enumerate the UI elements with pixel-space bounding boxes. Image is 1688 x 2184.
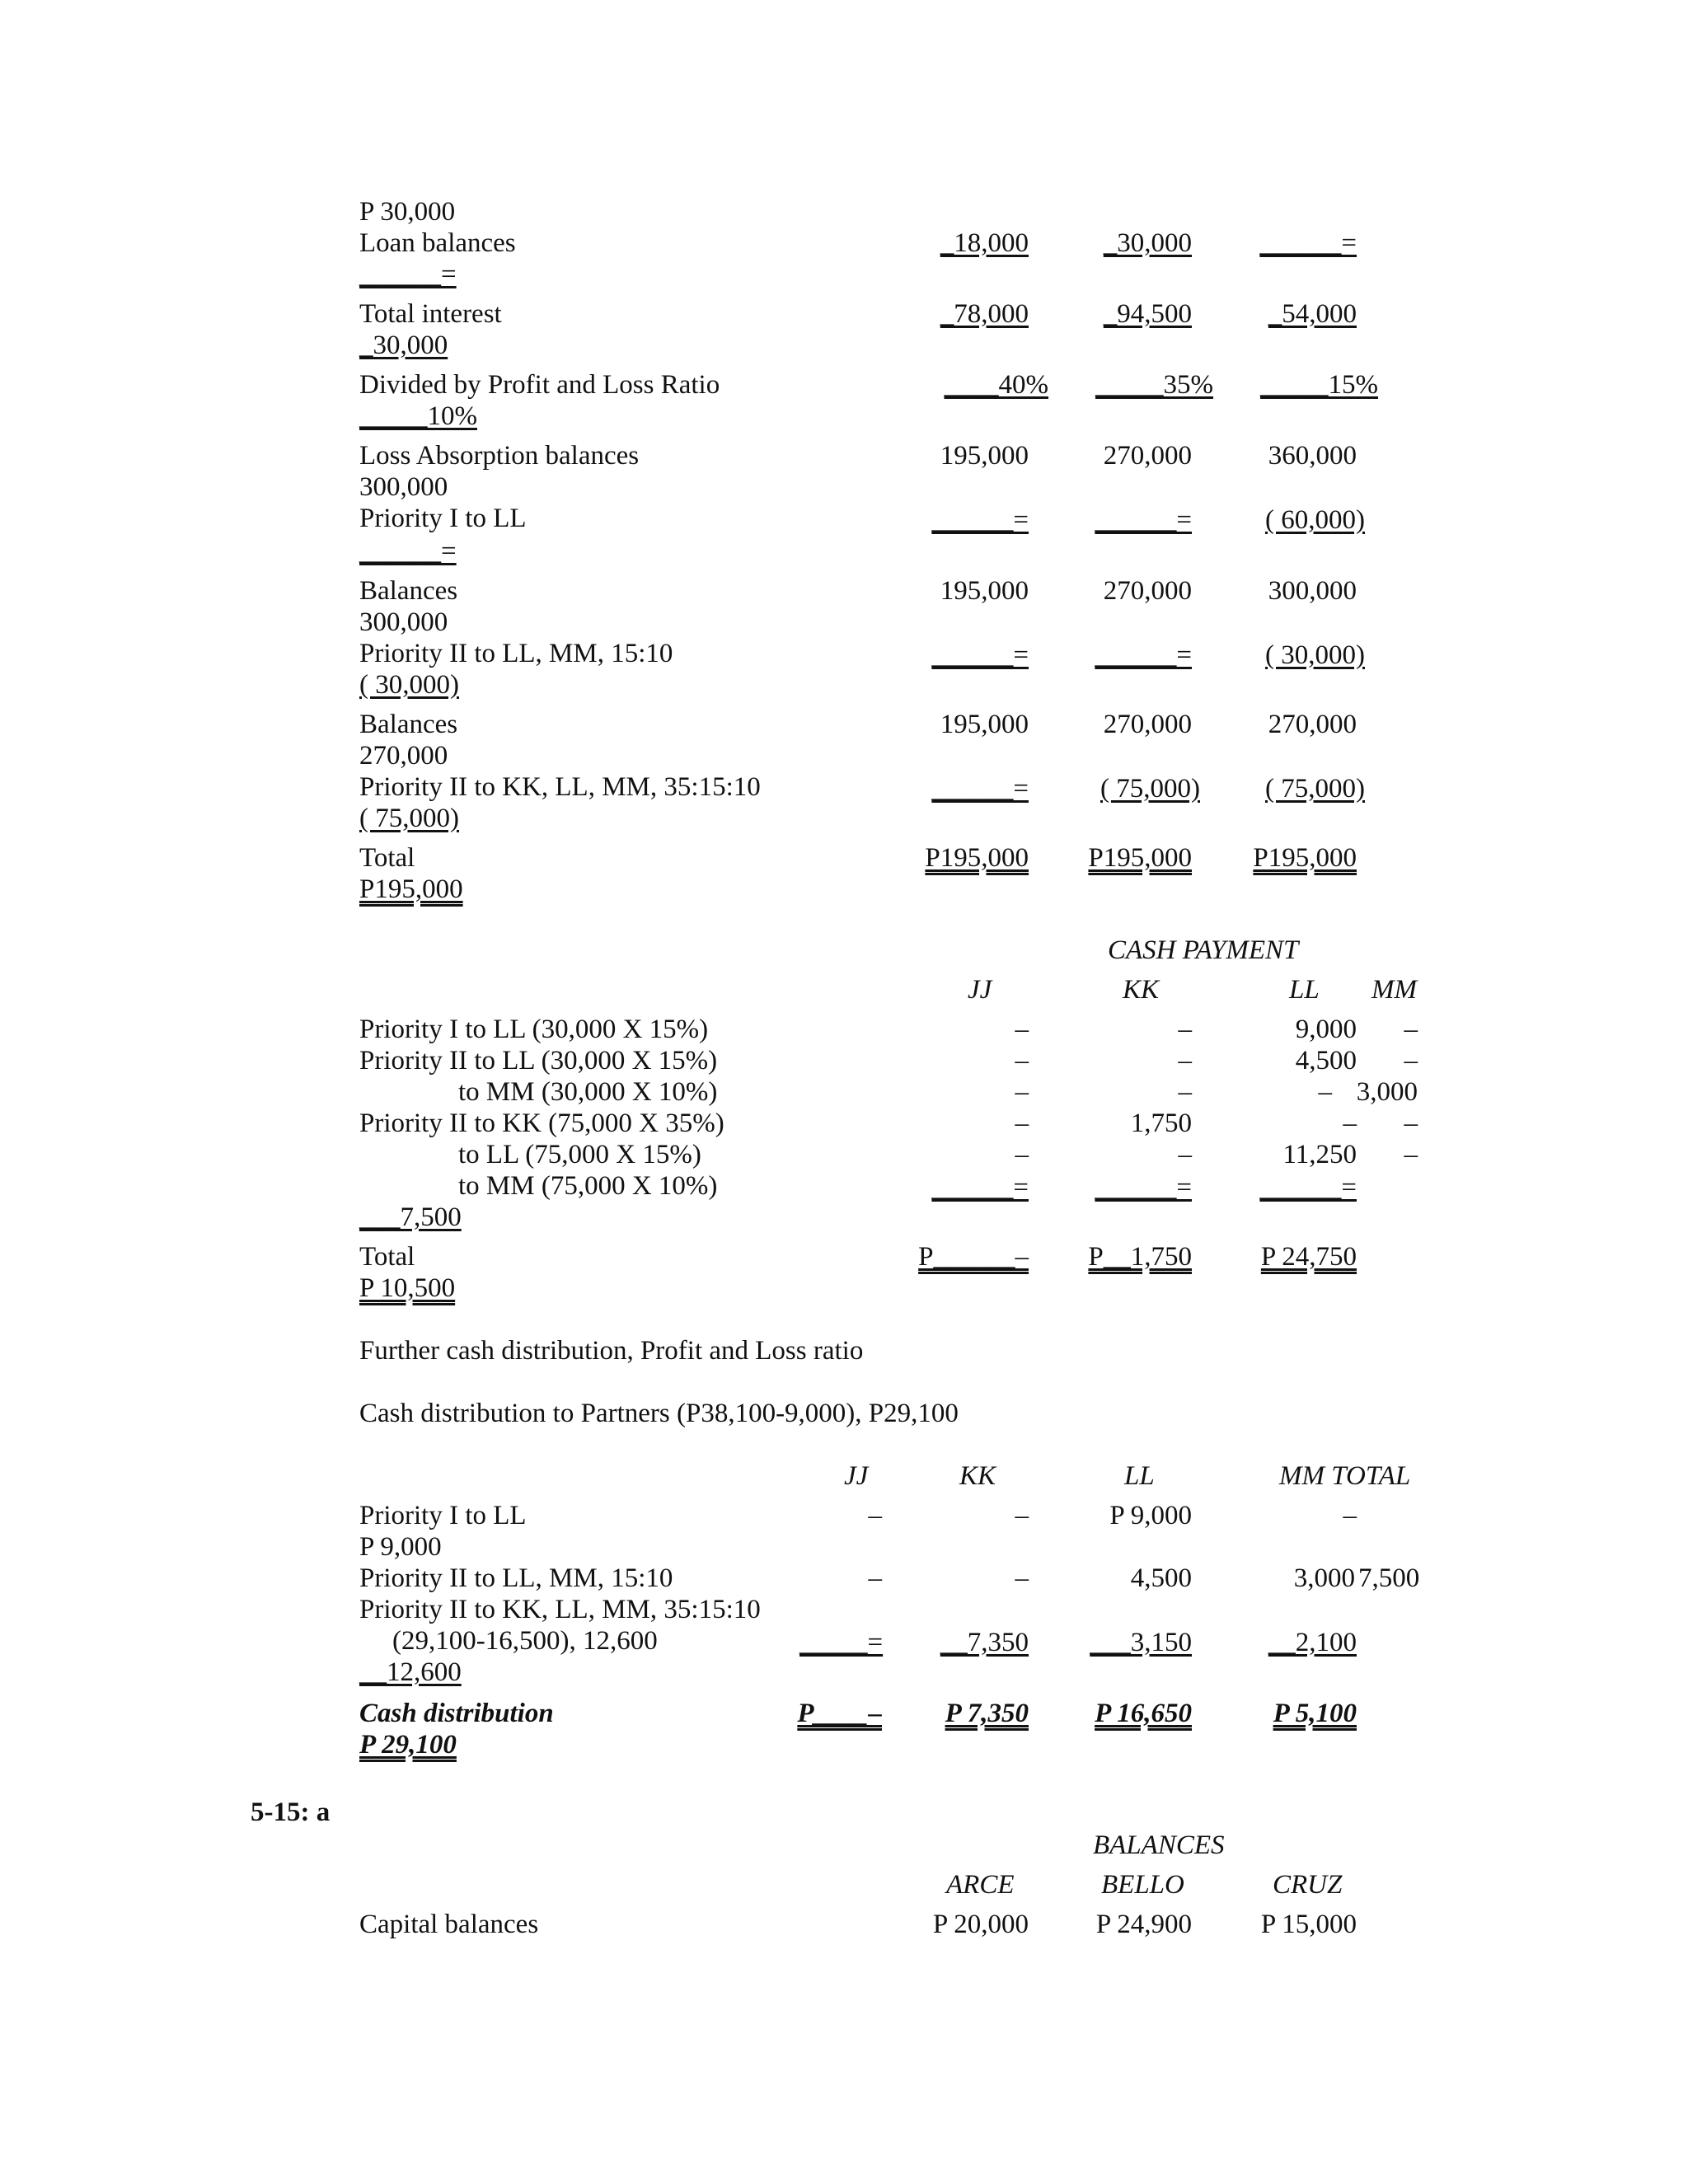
dist-header-ll: LL [1124,1461,1155,1491]
row-label: Total interest [359,299,502,329]
cell-col3: ( 30,000) [1265,640,1365,670]
dist-total: 7,500 [1358,1563,1420,1593]
cp-ll: – [1343,1108,1357,1138]
dist-row-label: Priority I to LL [359,1501,527,1530]
cp-ll: – [1318,1077,1332,1107]
cell-col1: ______= [931,774,1029,804]
cell-col1: ____40% [944,370,1048,400]
further-line2: Cash distribution to Partners (P38,100-9,000), P29,100 [359,1399,959,1428]
dist-mm: 3,000 [1293,1563,1355,1593]
cp-kk: – [1178,1015,1192,1044]
further-line1: Further cash distribution, Profit and Loss ratio [359,1336,864,1366]
row-label: Loan balances [359,228,516,258]
cp-mm: – [1404,1140,1418,1169]
capital-arce: P 20,000 [932,1910,1029,1939]
dist-header-mm-total: MM TOTAL [1279,1461,1411,1491]
cp-row-label: Priority I to LL (30,000 X 15%) [359,1015,709,1044]
cell-col2: _94,500 [1103,299,1192,329]
cell-col3: ( 75,000) [1265,774,1365,804]
cp-row-label: to MM (30,000 X 10%) [458,1077,718,1107]
cell-col2: 270,000 [1103,710,1192,739]
row-label: Balances [359,710,458,739]
cell-col1: 195,000 [940,576,1029,606]
cp-jj: – [1015,1108,1029,1138]
dist-ll: P 16,650 [1095,1699,1192,1728]
cell-col1: 195,000 [940,441,1029,471]
cp-jj: – [1015,1077,1029,1107]
row-cont: ( 30,000) [359,670,459,700]
row-cont: ______= [359,260,457,289]
cp-jj: P______– [918,1242,1029,1272]
cell-col3: 270,000 [1268,710,1357,739]
capital-cruz: P 15,000 [1260,1910,1357,1939]
dist-row-label: Priority II to LL, MM, 15:10 [359,1563,673,1593]
cp-mm: 3,000 [1356,1077,1418,1107]
row-label: Priority II to LL, MM, 15:10 [359,639,673,668]
dist-kk: – [1015,1501,1029,1530]
row-cont: ( 75,000) [359,804,459,833]
dist-row-cont: P 9,000 [359,1532,442,1562]
header-jj: JJ [968,975,992,1005]
dist-row-label: Priority II to KK, LL, MM, 35:15:10 [359,1595,761,1624]
dist-ll: P 9,000 [1109,1501,1192,1530]
row-label: Priority I to LL [359,504,527,533]
balances-title: BALANCES [1093,1830,1225,1860]
cp-row-cont: ___7,500 [359,1202,462,1232]
row-cont: ______= [359,537,457,566]
cp-jj: – [1015,1015,1029,1044]
cp-mm: – [1404,1046,1418,1076]
cell-col1: ______= [931,505,1029,535]
cell-col2: ______= [1095,505,1192,535]
row-cont: 270,000 [359,741,448,771]
cp-mm: – [1404,1108,1418,1138]
dist-kk: __7,350 [940,1628,1029,1657]
cell-col1: ______= [931,640,1029,670]
dist-row-label: Cash distribution [359,1699,554,1728]
row-cont: 300,000 [359,607,448,637]
cell-col2: _____35% [1095,370,1213,400]
cell-col1: _78,000 [940,299,1029,329]
header-bello: BELLO [1101,1870,1184,1900]
row-cont: P195,000 [359,874,463,904]
dist-row-cont: P 29,100 [359,1730,457,1760]
cell-col3: _54,000 [1268,299,1357,329]
row-label: Priority II to KK, LL, MM, 35:15:10 [359,772,761,802]
dist-ll: 4,500 [1130,1563,1192,1593]
row-label: Balances [359,576,458,606]
cell-col3: ______= [1259,228,1357,258]
cp-row-cont: P 10,500 [359,1273,456,1303]
header-kk: KK [1123,975,1160,1005]
dist-jj: – [868,1563,882,1593]
cell-col1: P195,000 [925,843,1029,873]
cp-jj: – [1015,1140,1029,1169]
row-cont: _30,000 [359,330,448,360]
cp-kk: P__1,750 [1088,1242,1192,1272]
cp-ll: P 24,750 [1260,1242,1357,1272]
cp-kk: 1,750 [1130,1108,1192,1138]
dist-jj: – [868,1501,882,1530]
row-cont: _____10% [359,401,477,431]
cp-kk: ______= [1095,1173,1192,1202]
header-cruz: CRUZ [1273,1870,1343,1900]
cell-col1: 195,000 [940,710,1029,739]
row-label: Divided by Profit and Loss Ratio [359,370,720,400]
dist-header-jj: JJ [844,1461,869,1491]
cp-row-label: Total [359,1242,415,1272]
row-cont: 300,000 [359,472,448,502]
cell-col2: ______= [1095,640,1192,670]
dist-kk: – [1015,1563,1029,1593]
cp-kk: – [1178,1046,1192,1076]
capital-bello: P 24,900 [1095,1910,1192,1939]
dist-kk: P 7,350 [945,1699,1029,1728]
cell-col3: 300,000 [1268,576,1357,606]
dist-mm: __2,100 [1268,1628,1357,1657]
cell-col1: _18,000 [940,228,1029,258]
cash-payment-title: CASH PAYMENT [1108,935,1299,965]
dist-header-kk: KK [959,1461,996,1491]
cell-col2: P195,000 [1088,843,1192,873]
problem-label: 5-15: a [251,1797,331,1827]
cp-ll: 11,250 [1282,1140,1357,1169]
p-30000-label: P 30,000 [359,197,456,227]
cp-row-label: Priority II to LL (30,000 X 15%) [359,1046,718,1076]
dist-row-label: (29,100-16,500), 12,600 [392,1626,658,1656]
cell-col3: 360,000 [1268,441,1357,471]
header-arce: ARCE [946,1870,1015,1900]
dist-jj: P____– [797,1699,882,1728]
dist-ll: ___3,150 [1090,1628,1192,1657]
header-ll: LL [1289,975,1320,1005]
cp-kk: – [1178,1077,1192,1107]
cp-jj: ______= [931,1173,1029,1202]
header-mm: MM [1372,975,1417,1005]
capital-balances-label: Capital balances [359,1910,539,1939]
dist-mm: P 5,100 [1273,1699,1357,1728]
cp-row-label: Priority II to KK (75,000 X 35%) [359,1108,724,1138]
cell-col2: 270,000 [1103,441,1192,471]
cell-col2: ( 75,000) [1100,774,1200,804]
cp-mm: – [1404,1015,1418,1044]
dist-mm: – [1343,1501,1357,1530]
cell-col2: _30,000 [1103,228,1192,258]
cell-col3: ( 60,000) [1265,505,1365,535]
row-label: Loss Absorption balances [359,441,640,471]
dist-jj: _____= [799,1628,884,1657]
dist-row-cont: __12,600 [359,1657,462,1687]
cp-row-label: to MM (75,000 X 10%) [458,1171,718,1201]
cell-col2: 270,000 [1103,576,1192,606]
cell-col3: _____15% [1260,370,1378,400]
cp-jj: – [1015,1046,1029,1076]
cell-col3: P195,000 [1253,843,1357,873]
cp-ll: ______= [1259,1173,1357,1202]
cp-row-label: to LL (75,000 X 15%) [458,1140,701,1169]
cp-ll: 9,000 [1295,1015,1357,1044]
cp-ll: 4,500 [1295,1046,1357,1076]
row-label: Total [359,843,415,873]
cp-kk: – [1178,1140,1192,1169]
